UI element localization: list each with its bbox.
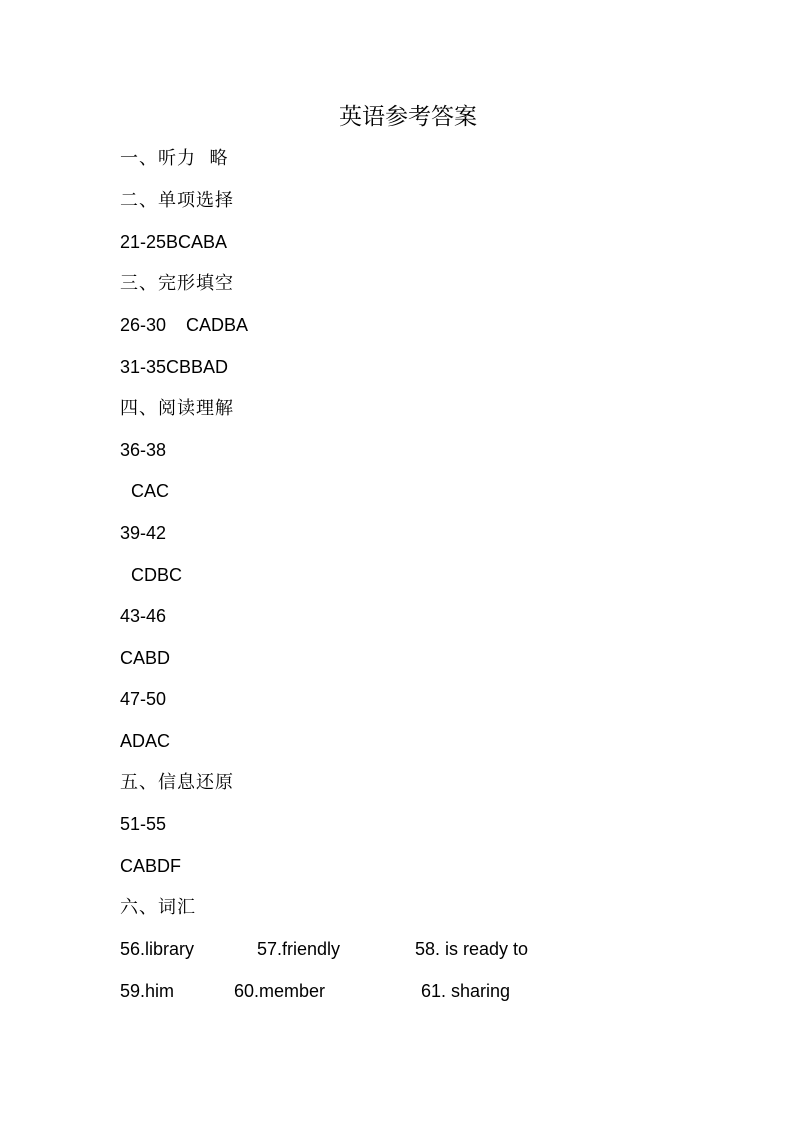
- vocab-answer-59: 59.him: [120, 981, 175, 1001]
- answers-36-38: CAC: [131, 481, 170, 501]
- vocab-answer-60: 60.member: [234, 981, 326, 1001]
- range-36-38: 36-38: [120, 440, 167, 460]
- range-47-50: 47-50: [120, 689, 167, 709]
- range-39-42: 39-42: [120, 523, 167, 543]
- answers-26-30: 26-30 CADBA: [120, 315, 249, 335]
- page-title: 英语参考答案: [339, 104, 477, 130]
- section-reading-heading: 四、阅读理解: [120, 398, 234, 419]
- vocab-answer-57: 57.friendly: [257, 939, 341, 959]
- vocab-answer-58: 58. is ready to: [415, 939, 529, 959]
- section-listening: 一、听力 略: [120, 148, 229, 169]
- vocab-answer-61: 61. sharing: [421, 981, 511, 1001]
- section-info-restore-heading: 五、信息还原: [120, 772, 234, 793]
- section-vocabulary-heading: 六、词汇: [120, 897, 196, 918]
- vocab-answer-56: 56.library: [120, 939, 195, 959]
- range-51-55: 51-55: [120, 814, 167, 834]
- section-single-choice-heading: 二、单项选择: [120, 190, 234, 211]
- answers-51-55: CABDF: [120, 856, 182, 876]
- answers-21-25: 21-25BCABA: [120, 232, 228, 252]
- section-cloze-heading: 三、完形填空: [120, 273, 234, 294]
- answers-47-50: ADAC: [120, 731, 171, 751]
- answers-31-35: 31-35CBBAD: [120, 357, 229, 377]
- range-43-46: 43-46: [120, 606, 167, 626]
- answers-43-46: CABD: [120, 648, 171, 668]
- answers-39-42: CDBC: [131, 565, 183, 585]
